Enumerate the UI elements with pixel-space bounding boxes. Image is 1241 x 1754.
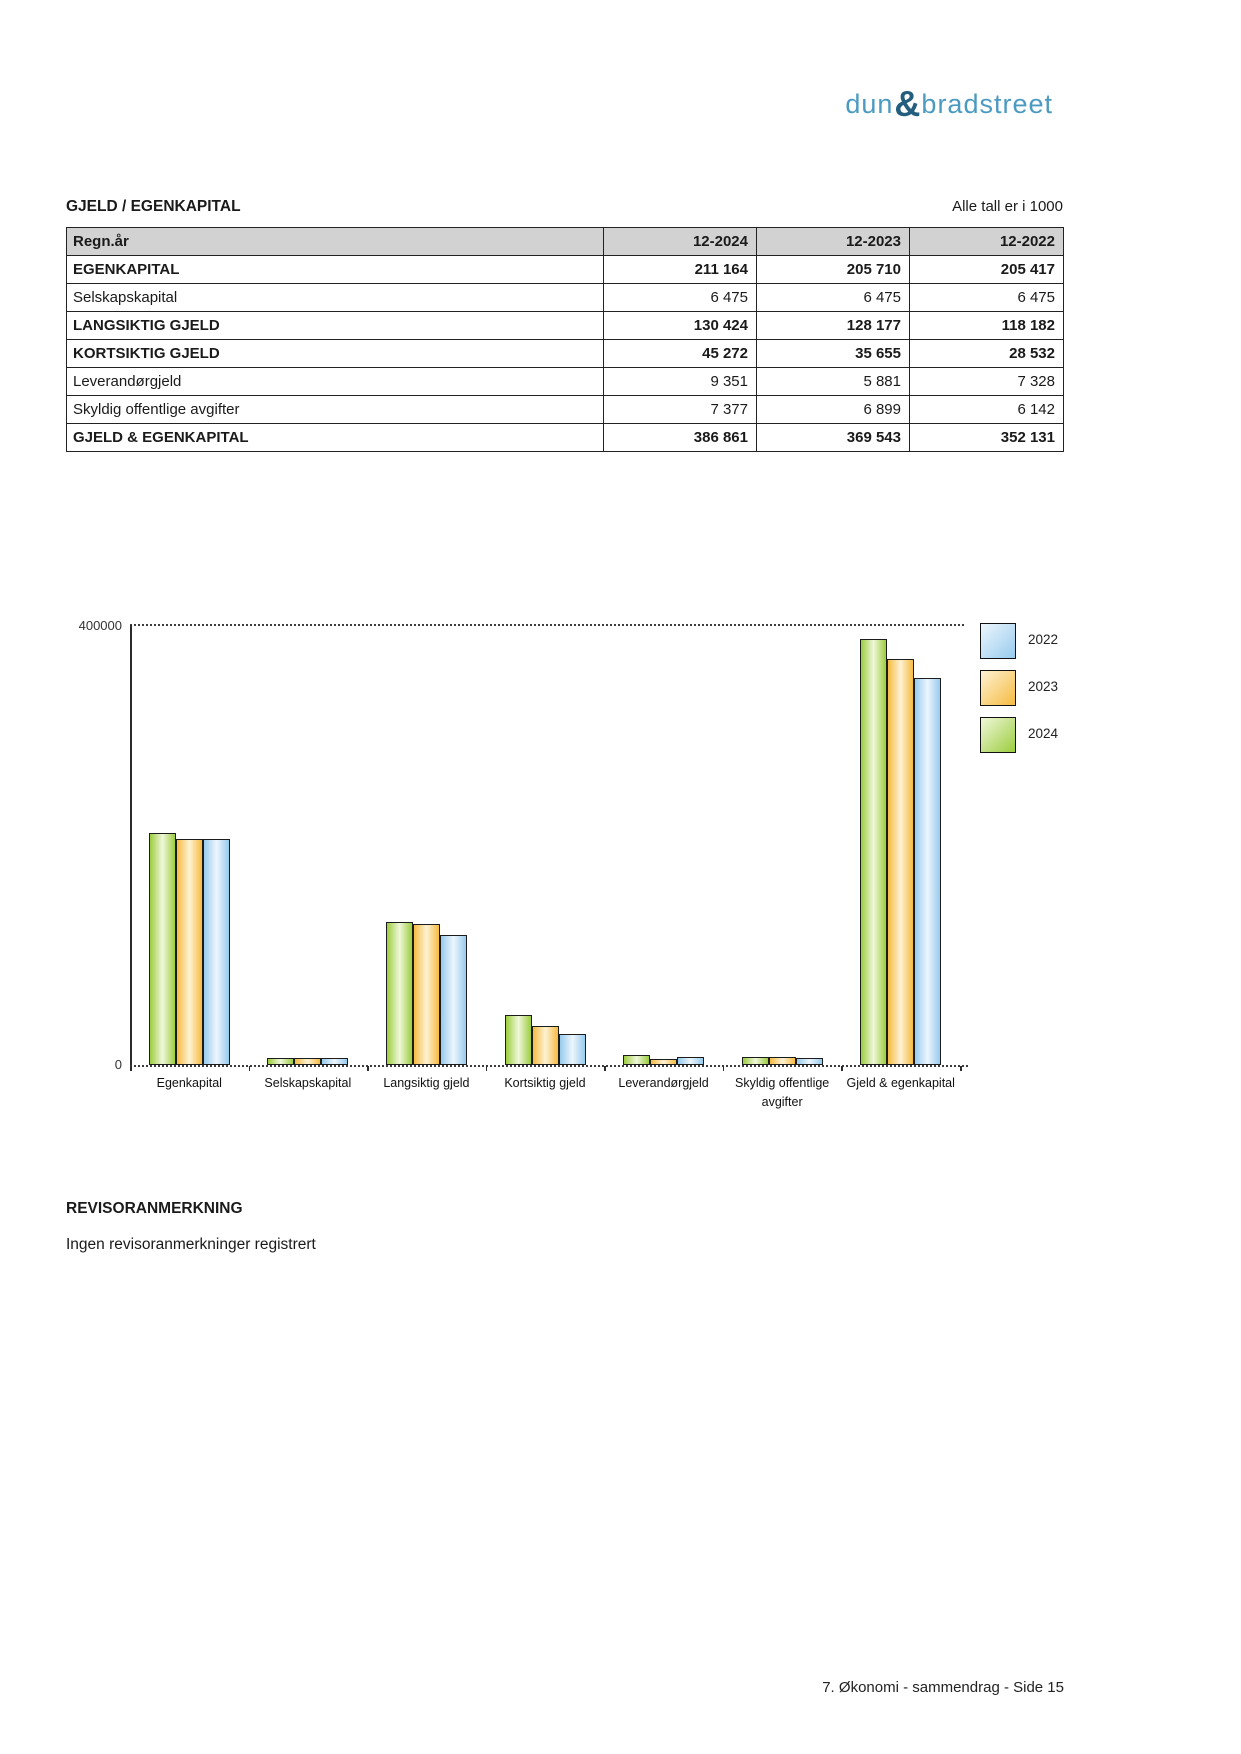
x-axis-tick <box>604 1066 606 1071</box>
dun-bradstreet-logo <box>845 80 1053 122</box>
row-value: 205 417 <box>910 256 1064 284</box>
x-axis-tick <box>960 1066 962 1071</box>
section-title: GJELD / EGENKAPITAL <box>66 198 241 215</box>
row-value: 6 475 <box>604 284 757 312</box>
row-label: EGENKAPITAL <box>67 256 604 284</box>
y-axis-label-max: 400000 <box>78 618 122 633</box>
bar-2024 <box>860 639 887 1065</box>
balance-bar-chart <box>66 555 1086 1135</box>
revisor-text: Ingen revisoranmerkninger registrert <box>66 1236 316 1253</box>
bar-2023 <box>413 924 440 1065</box>
section-header <box>66 198 1063 216</box>
row-value: 6 142 <box>910 396 1064 424</box>
y-axis-line <box>130 625 132 1066</box>
logo-text-dun: dun <box>845 89 894 119</box>
bar-2024 <box>505 1015 532 1065</box>
row-label: Leverandørgjeld <box>67 368 604 396</box>
bar-2023 <box>294 1058 321 1065</box>
row-label: Selskapskapital <box>67 284 604 312</box>
row-value: 6 899 <box>757 396 910 424</box>
bar-2024 <box>623 1055 650 1065</box>
row-label: GJELD & EGENKAPITAL <box>67 424 604 452</box>
x-axis-tick <box>841 1066 843 1071</box>
x-axis-tick <box>486 1066 488 1071</box>
y-max-reference-line <box>130 624 964 626</box>
column-header-year: 12-2022 <box>910 228 1064 256</box>
bar-2023 <box>176 839 203 1065</box>
row-value: 386 861 <box>604 424 757 452</box>
logo-text-bradstreet: bradstreet <box>921 89 1053 119</box>
x-axis-category-label: Kortsiktig gjeld <box>504 1076 586 1090</box>
row-value: 45 272 <box>604 340 757 368</box>
revisor-heading: REVISORANMERKNING <box>66 1200 243 1217</box>
page-footer: 7. Økonomi - sammendrag - Side 15 <box>822 1679 1064 1696</box>
table-row <box>67 396 1064 424</box>
legend-label-2024: 2024 <box>1028 726 1059 741</box>
bar-2023 <box>887 659 914 1065</box>
column-header-year: 12-2024 <box>604 228 757 256</box>
row-label: KORTSIKTIG GJELD <box>67 340 604 368</box>
row-label: LANGSIKTIG GJELD <box>67 312 604 340</box>
bar-2023 <box>650 1059 677 1065</box>
financial-table <box>66 227 1064 452</box>
bar-2022 <box>440 935 467 1065</box>
legend-swatch-2022 <box>980 623 1016 659</box>
legend-label-2023: 2023 <box>1028 679 1059 694</box>
x-axis-category-label: Skyldig offentlige avgifter <box>734 1076 830 1109</box>
bar-2023 <box>769 1057 796 1065</box>
bar-2022 <box>796 1058 823 1065</box>
row-value: 5 881 <box>757 368 910 396</box>
row-value: 7 328 <box>910 368 1064 396</box>
bar-2022 <box>914 678 941 1065</box>
row-value: 6 475 <box>757 284 910 312</box>
table-row <box>67 424 1064 452</box>
bar-2024 <box>386 922 413 1065</box>
row-label: Skyldig offentlige avgifter <box>67 396 604 424</box>
bar-2022 <box>559 1034 586 1065</box>
legend-swatch-2023 <box>980 670 1016 706</box>
row-value: 211 164 <box>604 256 757 284</box>
y-axis-label-zero: 0 <box>114 1057 122 1072</box>
row-value: 128 177 <box>757 312 910 340</box>
row-value: 369 543 <box>757 424 910 452</box>
units-note: Alle tall er i 1000 <box>952 198 1063 215</box>
row-value: 9 351 <box>604 368 757 396</box>
row-value: 7 377 <box>604 396 757 424</box>
row-value: 35 655 <box>757 340 910 368</box>
table-row <box>67 368 1064 396</box>
bar-2022 <box>677 1057 704 1065</box>
table-row <box>67 312 1064 340</box>
x-axis-category-label: Egenkapital <box>156 1076 222 1090</box>
bar-2024 <box>267 1058 294 1065</box>
row-value: 352 131 <box>910 424 1064 452</box>
row-value: 205 710 <box>757 256 910 284</box>
table-header-row <box>67 228 1064 256</box>
column-header-year: 12-2023 <box>757 228 910 256</box>
logo-ampersand-icon: & <box>894 83 921 124</box>
table-row <box>67 340 1064 368</box>
row-value: 6 475 <box>910 284 1064 312</box>
bar-2024 <box>149 833 176 1065</box>
x-axis-tick <box>249 1066 251 1071</box>
row-value: 28 532 <box>910 340 1064 368</box>
x-axis-tick <box>723 1066 725 1071</box>
x-axis-category-label: Langsiktig gjeld <box>383 1076 470 1090</box>
bar-2022 <box>203 839 230 1065</box>
row-value: 130 424 <box>604 312 757 340</box>
x-axis-tick <box>130 1066 132 1071</box>
legend-label-2022: 2022 <box>1028 632 1059 647</box>
x-axis-category-label: Leverandørgjeld <box>618 1076 709 1090</box>
bar-2023 <box>532 1026 559 1065</box>
x-axis-category-label: Gjeld & egenkapital <box>846 1076 955 1090</box>
table-row <box>67 284 1064 312</box>
column-header-label: Regn.år <box>67 228 604 256</box>
table-row <box>67 256 1064 284</box>
bar-2022 <box>321 1058 348 1065</box>
bar-2024 <box>742 1057 769 1065</box>
x-axis-tick <box>367 1066 369 1071</box>
legend-swatch-2024 <box>980 717 1016 753</box>
row-value: 118 182 <box>910 312 1064 340</box>
x-axis-category-label: Selskapskapital <box>264 1076 352 1090</box>
